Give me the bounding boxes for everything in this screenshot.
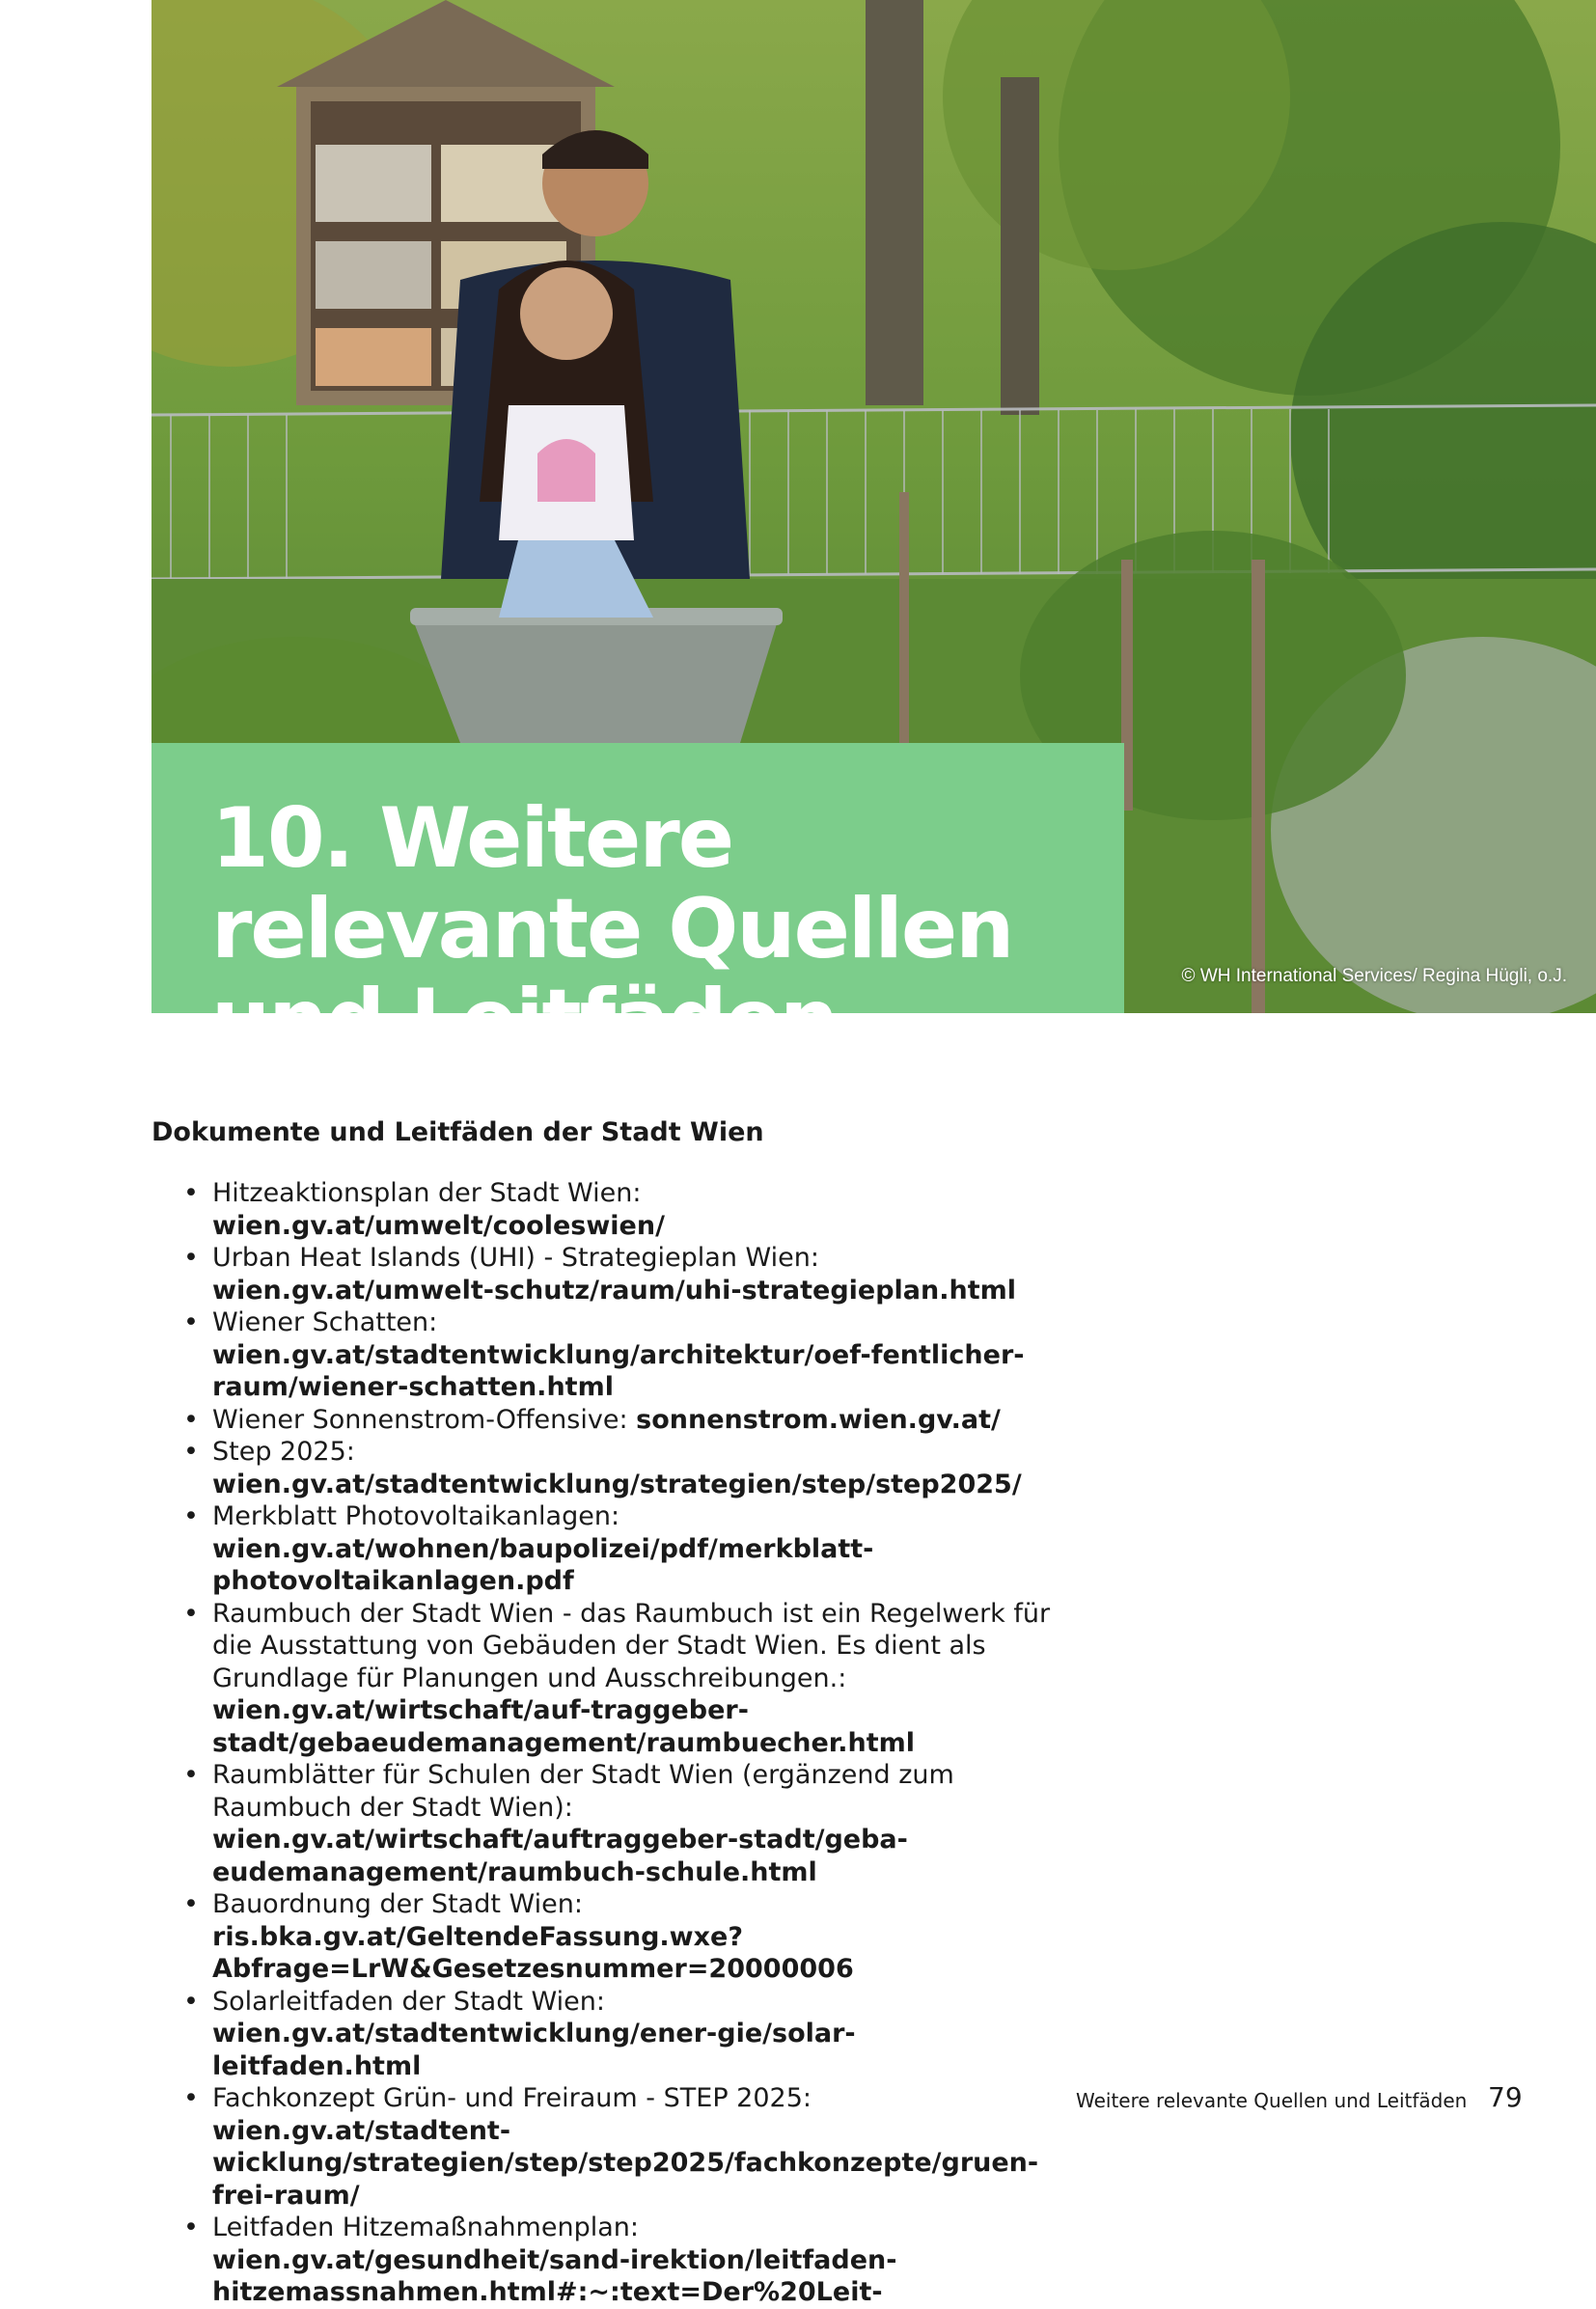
list-item xyxy=(183,2082,1052,2212)
bullet-icon: • xyxy=(183,1501,199,1531)
list-item-text: Urban Heat Islands (UHI) - Strategieplan Wien: xyxy=(212,1243,819,1273)
list-item-link[interactable]: ris.bka.gv.at/GeltendeFassung.wxe?Abfrage=LrW&Gesetzesnummer=20000006 xyxy=(212,1921,854,1984)
list-item-text: Step 2025: xyxy=(212,1437,355,1467)
list-item-text: Wiener Schatten: xyxy=(212,1307,438,1337)
chapter-title-box xyxy=(151,743,1124,1068)
bullet-icon: • xyxy=(183,1598,199,1629)
list-item-text: Bauordnung der Stadt Wien: xyxy=(212,1889,583,1919)
bullet-icon: • xyxy=(183,2083,199,2113)
list-item-link[interactable]: wien.gv.at/stadtent-wicklung/strategien/step/step2025/fachkonzepte/gruen-frei-raum/ xyxy=(212,2115,1039,2211)
list-item xyxy=(183,1177,1052,1242)
list-item xyxy=(183,1888,1052,1986)
list-item-link[interactable]: sonnenstrom.wien.gv.at/ xyxy=(636,1404,1001,1435)
list-item-text: Raumblätter für Schulen der Stadt Wien (ergänzend zum Raumbuch der Stadt Wien): xyxy=(212,1760,954,1823)
list-item xyxy=(183,1436,1052,1500)
bullet-icon: • xyxy=(183,1404,199,1435)
bullet-icon: • xyxy=(183,1889,199,1919)
list-item-link[interactable]: wien.gv.at/stadtentwicklung/strategien/step/step2025/ xyxy=(212,1469,1022,1499)
list-item xyxy=(183,1404,1052,1437)
list-item-link[interactable]: wien.gv.at/wohnen/baupolizei/pdf/merkblatt-photovoltaikanlagen.pdf xyxy=(212,1533,874,1596)
list-item-link[interactable]: wien.gv.at/wirtschaft/auf-traggeber-stadt/gebaeudemanagement/raumbuecher.html xyxy=(212,1695,916,1758)
bullet-icon: • xyxy=(183,1986,199,2017)
chapter-title: 10. Weitere relevante Quellen und Leitfäden xyxy=(211,790,1013,1068)
list-item xyxy=(183,1759,1052,1888)
list-item-text: Fachkonzept Grün- und Freiraum - STEP 2025: xyxy=(212,2083,812,2113)
bullet-icon: • xyxy=(183,1307,199,1337)
list-item-link[interactable]: wien.gv.at/gesundheit/sand-irektion/leitfaden-hitzemassnahmen.html#:~:text=Der%20Leit- xyxy=(212,2244,897,2307)
bullet-icon: • xyxy=(183,1243,199,1273)
list-item xyxy=(183,1306,1052,1404)
list-item-text: Merkblatt Photovoltaikanlagen: xyxy=(212,1501,620,1531)
list-item-link[interactable]: wien.gv.at/wirtschaft/auftraggeber-stadt/geba-eudemanagement/raumbuch-schule.html xyxy=(212,1825,908,1887)
page-number: 79 xyxy=(1488,2081,1523,2113)
list-item xyxy=(183,1986,1052,2083)
list-item-text: Hitzeaktionsplan der Stadt Wien: xyxy=(212,1178,642,1208)
list-item xyxy=(183,2212,1052,2309)
list-item-text: Wiener Sonnenstrom-Offensive: xyxy=(212,1404,637,1435)
list-item-link[interactable]: wien.gv.at/stadtentwicklung/architektur/oef-fentlicher-raum/wiener-schatten.html xyxy=(212,1339,1025,1402)
bullet-icon: • xyxy=(183,1760,199,1790)
bullet-icon: • xyxy=(183,1437,199,1467)
list-item xyxy=(183,1598,1052,1760)
resource-list xyxy=(183,1177,1052,2309)
list-item-text: Leitfaden Hitzemaßnahmenplan: xyxy=(212,2213,639,2242)
list-item-link[interactable]: wien.gv.at/stadtentwicklung/ener-gie/solar-leitfaden.html xyxy=(212,2019,856,2081)
photo-credit: © WH International Services/ Regina Hügli, o.J. xyxy=(1181,966,1567,986)
footer-chapter-label: Weitere relevante Quellen und Leitfäden xyxy=(1076,2089,1468,2112)
list-item-text: Solarleitfaden der Stadt Wien: xyxy=(212,1986,605,2017)
section-heading: Dokumente und Leitfäden der Stadt Wien xyxy=(151,1117,764,1147)
list-item xyxy=(183,1242,1052,1306)
list-item-text: Raumbuch der Stadt Wien - das Raumbuch ist ein Regelwerk für die Ausstattung von Gebäuden der Stadt Wien. Es dient als Grundlage für Planungen und Ausschreibungen.: xyxy=(212,1598,1051,1693)
bullet-icon: • xyxy=(183,1178,199,1208)
list-item-link[interactable]: wien.gv.at/umwelt/cooleswien/ xyxy=(212,1210,665,1241)
list-item-link[interactable]: wien.gv.at/umwelt-schutz/raum/uhi-strategieplan.html xyxy=(212,1275,1017,1306)
bullet-icon: • xyxy=(183,2213,199,2242)
list-item xyxy=(183,1500,1052,1598)
